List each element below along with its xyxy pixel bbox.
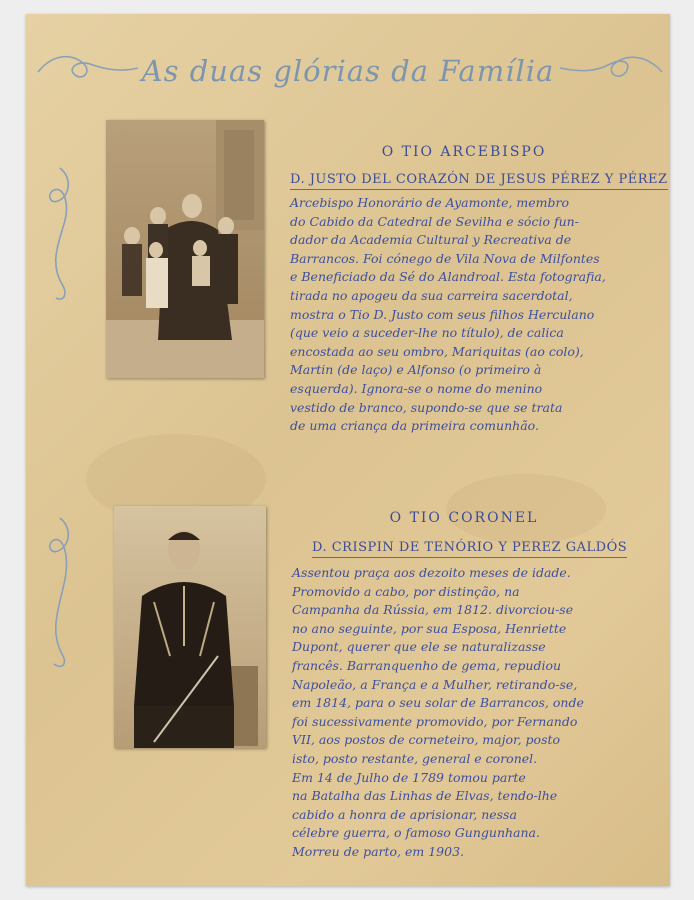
photo-colonel bbox=[114, 506, 266, 748]
sepia-photo-image bbox=[106, 120, 264, 378]
sepia-photo-image bbox=[114, 506, 266, 748]
section-name-archbishop: D. JUSTO DEL CORAZÓN DE JESUS PÉREZ Y PÉREZ bbox=[290, 172, 668, 190]
flourish-top-left-icon bbox=[34, 42, 144, 92]
page-title: As duas glórias da Família bbox=[141, 54, 555, 88]
flourish-left-upper-icon bbox=[40, 164, 80, 304]
photo-archbishop-family bbox=[106, 120, 264, 378]
album-page bbox=[26, 14, 670, 886]
paper-stain bbox=[446, 474, 606, 544]
section-heading-archbishop: O TIO ARCEBISPO bbox=[381, 144, 547, 160]
section-body-archbishop: Arcebispo Honorário de Ayamonte, membro do Cabido da Catedral de Sevilha e sócio fun- dador da Academia Cultural y Recreativa de Barrancos. Foi cónego de Vila Nova de Milfontes e Beneficiado da Sé do Alandroal. Esta fotografia, tirada no apogeu da sua carreira sacerdotal, mostra o Tio D. Justo com seus filhos Herculano (que veio a suceder-lhe no título), de calica encostada ao seu ombro, Mariquitas (ao colo), Martin (de laço) e Alfonso (o primeiro à esquerda). Ignora-se o nome do menino vestido de branco, supondo-se que se trata de uma criança da primeira comunhão. bbox=[290, 195, 606, 434]
section-name-colonel: D. CRISPIN DE TENÓRIO Y PEREZ GALDÓS bbox=[312, 540, 627, 558]
flourish-top-right-icon bbox=[556, 42, 666, 92]
section-heading-colonel: O TIO CORONEL bbox=[389, 510, 539, 526]
section-body-colonel: Assentou praça aos dezoito meses de idade. Promovido a cabo, por distinção, na Campanha da Rússia, em 1812. divorciou-se no ano seguinte, por sua Esposa, Henriette Dupont, querer que ele se naturalizasse francês. Barranquenho de gema, repudiou Napoleão, a França e a Mulher, retirando-se, em 1814, para o seu solar de Barrancos, onde foi sucessivamente promovido, por Fernando VII, aos postos de corneteiro, major, posto isto, posto restante, general e coronel. Em 14 de Julho de 1789 tomou parte na Batalha das Linhas de Elvas, tendo-lhe cabido a honra de aprisionar, nessa célebre guerra, o famoso Gungunhana. Morreu de parto, em 1903. bbox=[292, 565, 584, 859]
flourish-left-lower-icon bbox=[40, 514, 80, 674]
